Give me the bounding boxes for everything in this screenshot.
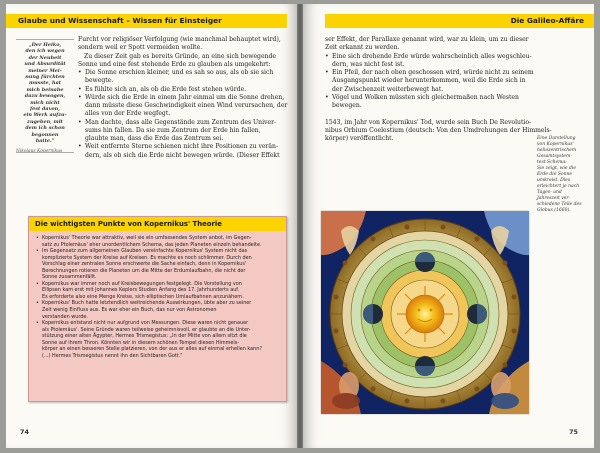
left-body-line [78, 102, 288, 110]
theory-line-text: Berechnungen rotieren die Planeten um die Mitte der Erdumlaufbahn, die nicht der [42, 267, 246, 274]
caption-line: von Kopernikus' [537, 142, 574, 147]
caption-line: Erde die Sonne [537, 172, 573, 177]
theory-line-text: Kopernikus' Buch hatte letztendlich weitreichende Auswirkungen, übte aber zu seiner [42, 300, 252, 307]
quote-line: zugeben, mit [27, 118, 63, 125]
right-body-line [325, 102, 535, 110]
quote-author: Nikolaus Kopernikus [16, 148, 63, 154]
right-body-line-text: dern, was nicht fest ist. [332, 60, 405, 68]
theory-line-text: Kopernikus entstand nicht nur aufgrund von Messungen. Diese waren nicht genauer [42, 320, 249, 327]
theory-line-text: Sonne zusammenfällt. [42, 274, 97, 281]
right-body-line-text: nibus Orbium Coelestium (deutsch: Von den Umdrehungen der Himmels- [325, 126, 552, 134]
quote-line: dazu bewogen, [24, 93, 66, 100]
right-body-line-text: körper) veröffentlicht. [325, 135, 394, 142]
left-body-line [78, 86, 288, 94]
quote-line: mich nicht [30, 99, 60, 106]
theory-box-text [36, 235, 282, 359]
left-body-line-text: Würde sich die Erde in einem Jahr einmal um die Sonne drehen, [85, 93, 285, 101]
theory-box-title: Die wichtigsten Punkte von Kopernikus' Theorie [29, 217, 286, 231]
quote-divider-bottom [16, 152, 74, 153]
caption-line: heliozentrischem [537, 148, 577, 153]
right-body-line [325, 94, 535, 102]
theory-line-text: Zeit wenig Einfluss aus. Es war eher ein Buch, das nur von Astronomen [42, 307, 217, 314]
theory-line-text: Kopernikus war immer noch auf Kreisbewegungen festgelegt. Die Vorstellung von [42, 280, 242, 287]
left-page [6, 4, 297, 448]
right-body-line [325, 135, 535, 143]
bullet-icon: • [78, 85, 82, 93]
theory-line-text: verstanden wurde. [42, 313, 88, 320]
left-body-line [78, 152, 288, 160]
theory-line-text: Kopernikus' Theorie war attraktiv, weil sie ein umfassendes System anbot, im Gegen- [42, 235, 252, 241]
left-body-line-text: Die Sonne erschien kleiner, und es sah so aus, als ob sie sich [85, 69, 274, 76]
caption-line: schiedene Teile des [537, 202, 582, 207]
right-body-line-text: der Zwischenzeit weiterbewegt hat. [332, 85, 444, 93]
left-body-line-text: alles von der Erde wegfegt. [85, 110, 171, 118]
left-body-line-text: Man dachte, dass alle Gegenstände zum Zentrum des Univer- [85, 118, 277, 126]
right-body-line-text: 1543, im Jahr von Kopernikus' Tod, wurde sein Buch De Revolutio- [325, 118, 532, 126]
bullet-icon: • [78, 93, 82, 101]
heliocentric-illustration [321, 211, 529, 414]
left-body-line [78, 53, 288, 61]
quote-line: der Neuheit [28, 54, 62, 61]
left-body-line [78, 119, 288, 127]
left-body-line-text: Es fühlte sich an, als ob die Erde fest stehen würde. [85, 85, 247, 93]
right-body-text [325, 36, 552, 143]
bullet-icon: • [325, 52, 329, 60]
theory-line-text: Es erforderte also eine Menge Kreise, sich elliptischen Umlaufbahnen anzunähern. [42, 293, 244, 300]
theory-line-text: Ellipsen kam erst mit Johannes Keplers Studien Anfang des 17. Jahrhunderts auf. [42, 287, 240, 294]
caption-line: erleichtert je nach [537, 184, 580, 189]
theory-box [28, 216, 287, 402]
right-body-line [325, 110, 535, 118]
right-body-line-text: ser Effekt, der Parallaxe genannt wird, war zu klein, um zu dieser [325, 36, 529, 43]
left-body-line-text: Furcht vor religiöser Verfolgung (wie manchmal behauptet wird), [78, 36, 281, 43]
right-body-line-text: Ausgangspunkt wieder herunterkommen, weil die Erde sich in [332, 77, 526, 85]
caption-line: Tages- und [537, 190, 562, 195]
theory-line-text: körper an einen besseren Stelle platzieren, von der aus er alles auf einmal erhellen kann? [42, 346, 262, 353]
page-number-right: 75 [569, 428, 578, 436]
left-body-line [78, 127, 288, 135]
left-body-line [78, 110, 288, 118]
bullet-icon: • [78, 69, 82, 76]
quote-line: meiner Mei- [28, 67, 62, 74]
right-body-line-text [325, 110, 327, 117]
right-body-line [325, 36, 535, 44]
left-body-line [78, 143, 288, 151]
right-page [303, 4, 594, 448]
left-body-line-text: bewegte. [85, 77, 114, 85]
right-body-line [325, 77, 535, 85]
right-body-line-text: Vögel und Wolken müssten sich gleichermaßen nach Westen [332, 93, 519, 101]
left-body-line-text: dann müsste diese Geschwindigkeit einen Wind verursachen, der [85, 102, 288, 109]
left-body-line [78, 135, 288, 143]
right-body-line-text: Ein Pfeil, der nach oben geschossen wird, würde nicht zu seinem [332, 69, 534, 76]
right-body-line-text: Zeit erkannt zu werden. [325, 44, 400, 52]
caption-line: test Schema: [537, 160, 567, 165]
right-body-line [325, 44, 535, 52]
theory-line-text: als Ptolemäus'. Seine Gründe waren teilweise geheimnisvoll, er glaubte an die Unter- [42, 326, 251, 333]
left-body-line-text: dern, als ob sich die Erde nicht bewegen würde. (Dieser Effekt [85, 151, 280, 159]
quote-line: fest davon, [30, 106, 60, 113]
left-body-line [78, 44, 288, 52]
bullet-icon: • [325, 69, 329, 76]
left-body-line [78, 61, 288, 69]
bullet-icon: • [36, 280, 39, 287]
left-body-line-text: glaubte man, dass die Erde das Zentrum sei. [85, 135, 224, 142]
quote-line: nung fürchten [25, 74, 65, 81]
quote-line: ein Werk aufzu- [23, 112, 67, 119]
quote-line: hatte." [35, 138, 55, 145]
caption-line: Eine Darstellung [537, 136, 576, 141]
figure-caption [537, 136, 591, 214]
bullet-icon: • [78, 118, 82, 126]
right-body-line [325, 61, 535, 69]
bullet-icon: • [36, 235, 39, 241]
theory-line-text: (...) Hermes Trismegistus nennt ihn den Sichtbaren Gott." [42, 352, 183, 359]
caption-line: Globus (1660). [537, 208, 571, 213]
quote-line: den ich wegen [25, 48, 65, 55]
quote-line: „Der Heiko, [28, 42, 62, 48]
harmonia-macrocosmica-image [321, 211, 529, 414]
sun-icon [406, 295, 444, 333]
sidebar-quote [16, 42, 74, 155]
right-body-line [325, 69, 535, 77]
theory-line-text: stützung einer alten Ägypter, Hermes Trismegistus: „In der Mitte von allem sitzt die [42, 333, 247, 340]
left-body-line [78, 69, 288, 77]
left-body-line-text: sums hin fallen. Da sie zum Zentrum der Erde hin fallen, [85, 126, 261, 134]
left-body-line-text: Zu dieser Zeit gab es bereits Gründe, an eine sich bewegende [84, 52, 276, 60]
quote-divider-top [16, 39, 74, 40]
caption-line: Sie zeigt, wie die [537, 166, 577, 171]
bullet-icon: • [325, 93, 329, 101]
theory-line-text: komplizierte System der Kreise auf Kreisen. Es machte es noch schlimmer. Durch den [42, 254, 252, 261]
theory-line-text: Vorschlag einer zentralen Sonne erschwerte die Sache einfach, denn in Kopernikus' [42, 261, 247, 268]
caption-line: Gesamtsystem- [537, 154, 572, 159]
left-body-line-text: sondern weil er Spott vermeiden wollte. [78, 44, 203, 52]
left-body-line [78, 36, 288, 44]
left-body-line-text: Sonne und eine fest stehende Erde zu glauben als umgekehrt: [78, 60, 271, 68]
right-body-line-text: Eine sich drehende Erde würde wahrscheinlich alles wegschleu- [332, 52, 532, 60]
right-body-line [325, 119, 535, 127]
quote-line: mich beinahe [26, 86, 64, 93]
left-body-line-text: Weit entfernte Sterne schienen nicht ihre Positionen zu verän- [85, 143, 279, 151]
caption-line: umkreist. Dies [537, 178, 571, 183]
left-body-line [78, 94, 288, 102]
bullet-icon: • [36, 248, 39, 255]
right-body-line [325, 126, 552, 135]
left-body-text [78, 36, 288, 160]
left-running-header: Glaube und Wissenschaft – Wissen für Einsteiger [6, 14, 287, 28]
quote-line: begonnen [31, 131, 59, 138]
right-body-line [325, 86, 535, 94]
caption-line: Jahreszeit ver- [537, 196, 571, 201]
bullet-icon: • [36, 320, 39, 327]
bullet-icon: • [36, 300, 39, 307]
right-body-line-text: bewegen. [332, 102, 362, 109]
theory-line-text: Im Gegensatz zum allgemeinen Glauben vereinfachte Kopernikus' System nicht das [42, 248, 248, 255]
theory-line-text: satz zu Ptolemäus' eher unordentlichem Schema, das jeden Planeten einzeln behandelte. [42, 241, 262, 248]
left-body-line [78, 77, 288, 85]
quote-line: dem ich schon [25, 125, 65, 132]
theory-line [36, 353, 282, 360]
bullet-icon: • [78, 143, 82, 151]
quote-line: musste, hat [29, 80, 61, 87]
page-number-left: 74 [20, 428, 29, 436]
quote-line: und Absurdität [24, 61, 66, 68]
right-running-header: Die Galileo-Affäre [325, 14, 594, 28]
theory-line-text: Sonne auf ihrem Thron. Könnten wir in diesem schönen Tempel diesen Himmels- [42, 339, 240, 346]
right-body-line [325, 53, 535, 61]
